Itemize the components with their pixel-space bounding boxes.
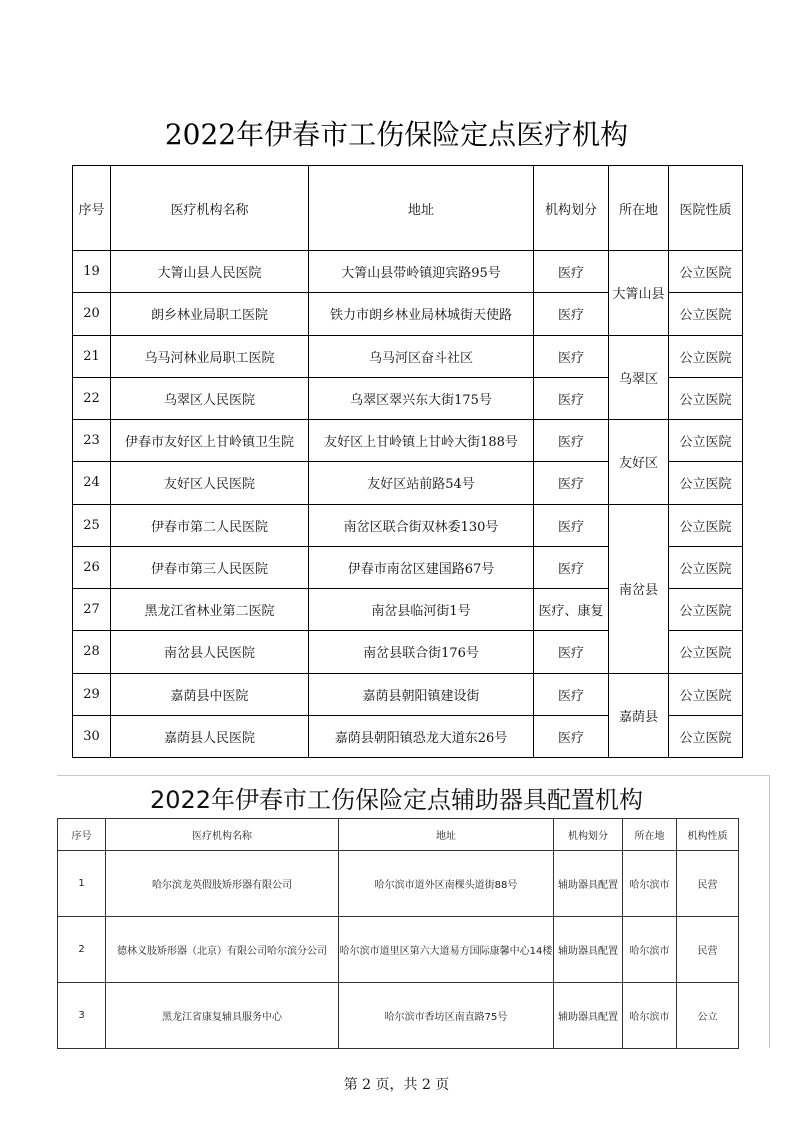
- cell-location: 南岔县: [609, 504, 669, 673]
- cell-institution-name: 乌翠区人民医院: [111, 377, 309, 419]
- table-row: [58, 851, 739, 917]
- cell-category: 医疗: [534, 673, 609, 715]
- cell-location: 哈尔滨市: [623, 917, 677, 983]
- header-no: 序号: [73, 166, 111, 251]
- cell-nature: 公立医院: [669, 251, 743, 293]
- cell-category: 辅助器具配置: [554, 917, 623, 983]
- cell-category: 医疗: [534, 377, 609, 419]
- cell-address: 嘉荫县朝阳镇建设街: [309, 673, 534, 715]
- cell-no: 30: [73, 715, 111, 757]
- header-location: 所在地: [609, 166, 669, 251]
- cell-category: 医疗: [534, 335, 609, 377]
- header-address: 地址: [339, 819, 554, 851]
- table-row: [73, 335, 743, 377]
- table-row: [73, 504, 743, 546]
- cell-institution-name: 嘉荫县人民医院: [111, 715, 309, 757]
- cell-nature: 民营: [677, 917, 739, 983]
- cell-address: 友好区上甘岭镇上甘岭大街188号: [309, 420, 534, 462]
- cell-no: 19: [73, 251, 111, 293]
- cell-nature: 民营: [677, 851, 739, 917]
- cell-address: 南岔县临河街1号: [309, 589, 534, 631]
- cell-no: 22: [73, 377, 111, 419]
- cell-address: 南岔县联合街176号: [309, 631, 534, 673]
- cell-institution-name: 乌马河林业局职工医院: [111, 335, 309, 377]
- cell-address: 嘉荫县朝阳镇恐龙大道东26号: [309, 715, 534, 757]
- header-institution-name: 医疗机构名称: [111, 166, 309, 251]
- header-nature: 机构性质: [677, 819, 739, 851]
- table-row: [73, 673, 743, 715]
- cell-address: 铁力市朗乡林业局林城街天使路: [309, 293, 534, 335]
- cell-no: 25: [73, 504, 111, 546]
- cell-institution-name: 友好区人民医院: [111, 462, 309, 504]
- cell-nature: 公立医院: [669, 293, 743, 335]
- table-row: [58, 983, 739, 1049]
- cell-no: 26: [73, 546, 111, 588]
- cell-nature: 公立医院: [669, 504, 743, 546]
- cell-no: 3: [58, 983, 106, 1049]
- cell-institution-name: 朗乡林业局职工医院: [111, 293, 309, 335]
- header-location: 所在地: [623, 819, 677, 851]
- cell-category: 医疗: [534, 715, 609, 757]
- cell-address: 哈尔滨市道外区南棵头道街88号: [339, 851, 554, 917]
- header-address: 地址: [309, 166, 534, 251]
- header-category: 机构划分: [554, 819, 623, 851]
- cell-category: 辅助器具配置: [554, 983, 623, 1049]
- cell-category: 医疗: [534, 420, 609, 462]
- table-header-row: [58, 819, 739, 851]
- assistive-institutions-title: 2022年伊春市工伤保险定点辅助器具配置机构: [149, 786, 644, 814]
- cell-address: 大箐山县带岭镇迎宾路95号: [309, 251, 534, 293]
- cell-nature: 公立医院: [669, 631, 743, 673]
- cell-category: 医疗、康复: [534, 589, 609, 631]
- cell-institution-name: 伊春市友好区上甘岭镇卫生院: [111, 420, 309, 462]
- cell-category: 医疗: [534, 504, 609, 546]
- cell-nature: 公立医院: [669, 546, 743, 588]
- cell-institution-name: 大箐山县人民医院: [111, 251, 309, 293]
- cell-nature: 公立医院: [669, 673, 743, 715]
- header-institution-name: 医疗机构名称: [106, 819, 339, 851]
- cell-address: 乌马河区奋斗社区: [309, 335, 534, 377]
- cell-no: 21: [73, 335, 111, 377]
- cell-no: 1: [58, 851, 106, 917]
- header-no: 序号: [58, 819, 106, 851]
- medical-institutions-title: 2022年伊春市工伤保险定点医疗机构: [164, 118, 629, 151]
- cell-no: 24: [73, 462, 111, 504]
- cell-no: 27: [73, 589, 111, 631]
- medical-institutions-table: [72, 165, 743, 758]
- cell-nature: 公立: [677, 983, 739, 1049]
- cell-institution-name: 伊春市第二人民医院: [111, 504, 309, 546]
- cell-institution-name: 黑龙江省林业第二医院: [111, 589, 309, 631]
- page-footer: 第 2 页，共 2 页: [343, 1077, 450, 1093]
- cell-location: 乌翠区: [609, 335, 669, 420]
- cell-location: 嘉荫县: [609, 673, 669, 758]
- cell-category: 辅助器具配置: [554, 851, 623, 917]
- cell-institution-name: 哈尔滨龙英假肢矫形器有限公司: [106, 851, 339, 917]
- cell-nature: 公立医院: [669, 715, 743, 757]
- cell-category: 医疗: [534, 251, 609, 293]
- cell-location: 哈尔滨市: [623, 851, 677, 917]
- cell-no: 20: [73, 293, 111, 335]
- cell-institution-name: 南岔县人民医院: [111, 631, 309, 673]
- cell-address: 乌翠区翠兴东大街175号: [309, 377, 534, 419]
- cell-category: 医疗: [534, 631, 609, 673]
- cell-address: 哈尔滨市香坊区南直路75号: [339, 983, 554, 1049]
- table-row: [73, 251, 743, 293]
- cell-nature: 公立医院: [669, 335, 743, 377]
- table-header-row: [73, 166, 743, 251]
- cell-location: 友好区: [609, 420, 669, 505]
- cell-category: 医疗: [534, 546, 609, 588]
- cell-nature: 公立医院: [669, 462, 743, 504]
- cell-no: 2: [58, 917, 106, 983]
- header-nature: 医院性质: [669, 166, 743, 251]
- table-row: [58, 917, 739, 983]
- cell-no: 23: [73, 420, 111, 462]
- cell-no: 29: [73, 673, 111, 715]
- cell-institution-name: 德林义肢矫形器（北京）有限公司哈尔滨分公司: [106, 917, 339, 983]
- cell-location: 哈尔滨市: [623, 983, 677, 1049]
- cell-nature: 公立医院: [669, 589, 743, 631]
- cell-address: 南岔区联合街双林委130号: [309, 504, 534, 546]
- cell-category: 医疗: [534, 293, 609, 335]
- cell-address: 伊春市南岔区建国路67号: [309, 546, 534, 588]
- cell-address: 哈尔滨市道里区第六大道易方国际康馨中心14楼: [339, 917, 554, 983]
- cell-institution-name: 嘉荫县中医院: [111, 673, 309, 715]
- header-category: 机构划分: [534, 166, 609, 251]
- cell-address: 友好区站前路54号: [309, 462, 534, 504]
- cell-institution-name: 黑龙江省康复辅具服务中心: [106, 983, 339, 1049]
- cell-location: 大箐山县: [609, 251, 669, 336]
- table-row: [73, 420, 743, 462]
- assistive-institutions-table: [57, 818, 739, 1049]
- cell-nature: 公立医院: [669, 420, 743, 462]
- cell-institution-name: 伊春市第三人民医院: [111, 546, 309, 588]
- cell-no: 28: [73, 631, 111, 673]
- cell-nature: 公立医院: [669, 377, 743, 419]
- cell-category: 医疗: [534, 462, 609, 504]
